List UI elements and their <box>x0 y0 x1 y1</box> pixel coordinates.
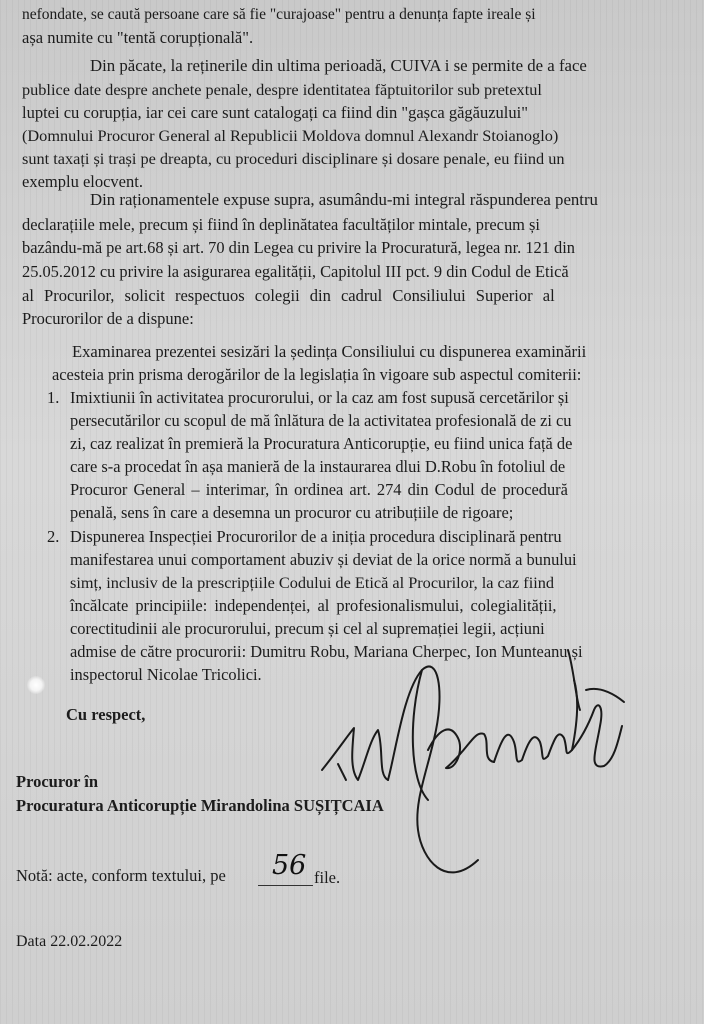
text-line: admise de către procurorii: Dumitru Robu, Mariana Cherpec, Ion Munteanu și <box>70 642 583 661</box>
text-line: simț, inclusiv de la prescripțiile Codului de Etică al Procurilor, la caz fiind <box>70 573 555 592</box>
text-line: Procuror General – interimar, în ordinea art. 274 din Codul de procedură <box>70 480 568 499</box>
text-line: încălcate principiile: independenței, al profesionalismului, colegialității, <box>70 596 557 615</box>
text-line: care s-a procedat în așa manieră de la instaurarea dlui D.Robu în fotoliul de <box>70 457 566 476</box>
text-line: bazându-mă pe art.68 și art. 70 din Legea cu privire la Procuratură, legea nr. 121 din <box>22 238 575 257</box>
text-line: persecutărilor cu scopul de mă înlătura de la activitatea profesională de zi cu <box>70 411 572 430</box>
signer-name: Procuratura Anticorupție Mirandolina SUȘIȚCAIA <box>16 796 384 815</box>
text-line: penală, sens în care a desemna un procuror cu atribuțiile de rigoare; <box>70 503 514 522</box>
list-number: 2. <box>47 527 60 546</box>
list-number: 1. <box>47 388 60 407</box>
text-line: exemplu elocvent. <box>22 172 143 191</box>
text-line: Din păcate, la reținerile din ultima perioadă, CUIVA i se permite de a face <box>90 56 587 75</box>
closing-salutation: Cu respect, <box>66 705 146 724</box>
text-line: nefondate, se caută persoane care să fie "curajoase" pentru a denunța fapte ireale și <box>22 6 536 23</box>
note-label: Notă: acte, conform textului, pe <box>16 866 226 885</box>
signer-title: Procuror în <box>16 772 99 791</box>
text-line: inspectorul Nicolae Tricolici. <box>70 665 262 684</box>
text-line: acesteia prin prisma derogărilor de la legislația în vigoare sub aspectul comiterii: <box>52 365 582 384</box>
note-suffix: file. <box>314 868 341 887</box>
handwritten-signature <box>318 630 638 880</box>
text-line: sunt taxați și trași pe dreapta, cu proceduri disciplinare și dosare penale, eu fiind un <box>22 149 565 168</box>
text-line: așa numite cu "tentă corupțională". <box>22 28 254 47</box>
text-line: Procurorilor de a dispune: <box>22 309 194 328</box>
text-line: (Domnului Procuror General al Republicii Moldova domnul Alexandr Stoianoglo) <box>22 126 559 145</box>
text-line: corectitudinii ale procurorului, precum și cel al supremației legii, acțiuni <box>70 619 545 638</box>
text-line: manifestarea unui comportament abuziv și deviat de la orice normă a bunului <box>70 550 577 569</box>
text-line: declarațiile mele, precum și fiind în deplinătatea facultăților mintale, precum și <box>22 215 540 234</box>
text-line: publice date despre anchete penale, despre identitatea făptuitorilor sub pretextul <box>22 80 542 99</box>
text-line: luptei cu corupția, iar cei care sunt catalogați ca fiind din "gașca găgăuzului" <box>22 103 528 122</box>
document-date: Data 22.02.2022 <box>16 933 123 950</box>
text-line: 25.05.2012 cu privire la asigurarea egalității, Capitolul III pct. 9 din Codul de Etică <box>22 262 569 281</box>
text-line: zi, caz realizat în premieră la Procuratura Anticorupție, eu fiind unica față de <box>70 434 573 453</box>
text-line: Imixtiunii în activitatea procurorului, or la caz am fost supusă cercetărilor și <box>70 388 569 407</box>
text-line: Dispunerea Inspecției Procurorilor de a iniția procedura disciplinară pentru <box>70 527 562 546</box>
count-underline <box>258 885 313 886</box>
handwritten-page-count: 56 <box>272 850 307 881</box>
text-line: Examinarea prezentei sesizări la ședința Consiliului cu dispunerea examinării <box>72 342 587 361</box>
text-line: Din raționamentele expuse supra, asumându-mi integral răspunderea pentru <box>90 190 598 209</box>
text-line: al Procurilor, solicit respectuos colegii din cadrul Consiliului Superior al <box>22 286 555 305</box>
camera-flash-glare <box>27 676 45 694</box>
